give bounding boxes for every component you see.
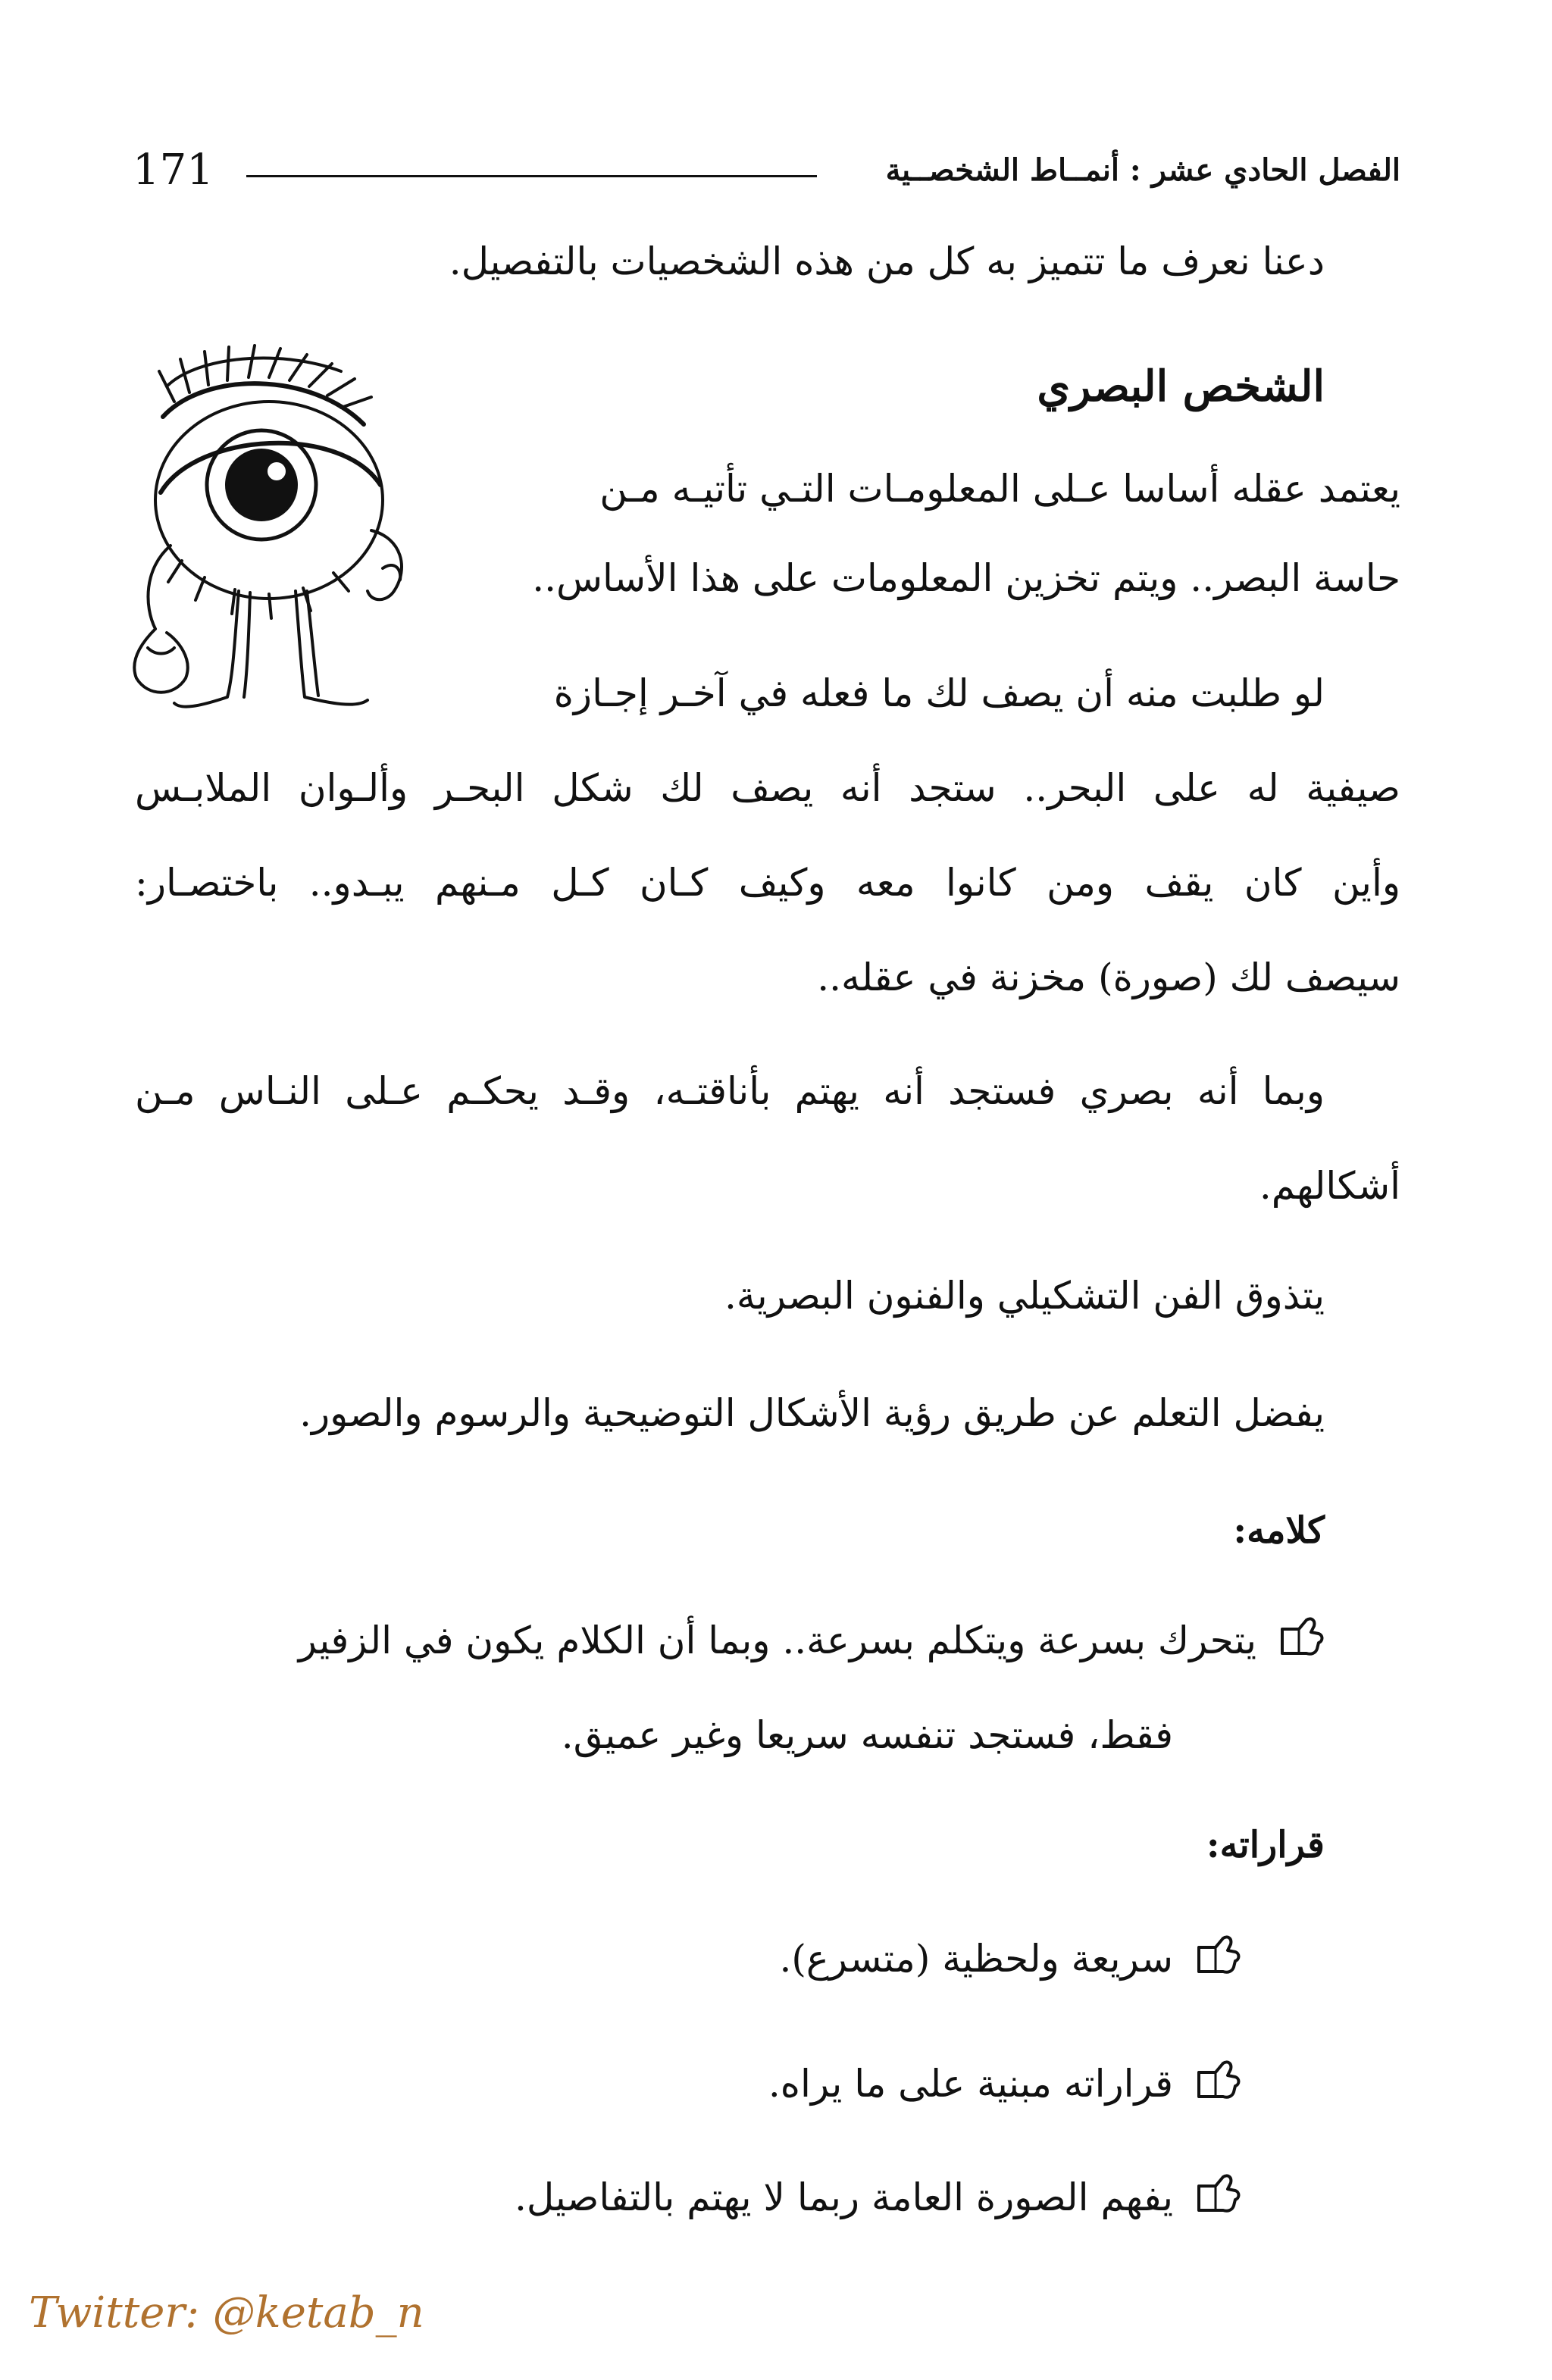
section-p3-line-2: أشكالهم.: [1259, 1164, 1400, 1208]
speech-title: كلامه:: [1233, 1509, 1325, 1552]
section-p3-line-1: وبما أنه بصري فستجد أنه يهتم بأناقتـه، وقـد يحكـم عـلى النـاس مـن: [135, 1069, 1325, 1113]
decision-item-1: [780, 1925, 1241, 1993]
speech-item-line-1: [135, 1606, 1325, 1675]
chapter-title: الفصل الحادي عشر : أنمــاط الشخصــية: [885, 152, 1400, 188]
decision-item-text-3: يفهم الصورة العامة ربما لا يهتم بالتفاصيل.: [515, 2175, 1173, 2219]
section-p1-line-1: يعتمد عقله أساسا عـلى المعلومـات التـي تأتيـه مـن: [599, 467, 1400, 511]
section-p1-line-2: حاسة البصر.. ويتم تخزين المعلومات على هذا الأساس..: [532, 556, 1400, 600]
header-rule: [246, 175, 817, 177]
decisions-title: قراراته:: [1206, 1824, 1325, 1866]
decision-item-text-2: قراراته مبنية على ما يراه.: [768, 2062, 1173, 2106]
section-p5: يفضل التعلم عن طريق رؤية الأشكال التوضيحية والرسوم والصور.: [299, 1391, 1325, 1435]
section-p4: يتذوق الفن التشكيلي والفنون البصرية.: [724, 1274, 1325, 1318]
intro-line: دعنا نعرف ما تتميز به كل من هذه الشخصيات بالتفصيل.: [449, 239, 1325, 283]
twitter-watermark: Twitter: @ketab_n: [29, 2288, 424, 2338]
speech-item-text-1: يتحرك بسرعة ويتكلم بسرعة.. وبما أن الكلام يكون في الزفير: [298, 1618, 1256, 1662]
running-header: [133, 140, 1400, 201]
section-title: الشخص البصري: [1037, 361, 1325, 411]
hand-pointer-icon: [1193, 2171, 1241, 2219]
decision-item-3: [515, 2163, 1241, 2231]
section-p2-line-3: وأين كان يقف ومن كانوا معه وكيف كـان كـل مـنهم يبـدو.. باختصـار:: [135, 861, 1400, 905]
section-p2-line-4: سيصف لك (صورة) مخزنة في عقله..: [817, 955, 1400, 999]
eye-character-icon: [114, 341, 432, 727]
decision-item-2: [768, 2050, 1241, 2118]
section-p2-line-2: صيفية له على البحر.. ستجد أنه يصف لك شكل البحـر وألـوان الملابـس: [135, 766, 1400, 810]
decision-item-text-1: سريعة ولحظية (متسرع).: [779, 1937, 1173, 1981]
hand-pointer-icon: [1193, 1932, 1241, 1981]
hand-pointer-icon: [1193, 2057, 1241, 2106]
hand-pointer-icon: [1276, 1614, 1325, 1662]
page-number: 171: [133, 145, 214, 195]
section-p2-line-1: لو طلبت منه أن يصف لك ما فعله في آخـر إجـازة: [553, 671, 1325, 715]
speech-item-line-2: فقط، فستجد تنفسه سريعا وغير عميق.: [561, 1713, 1173, 1757]
